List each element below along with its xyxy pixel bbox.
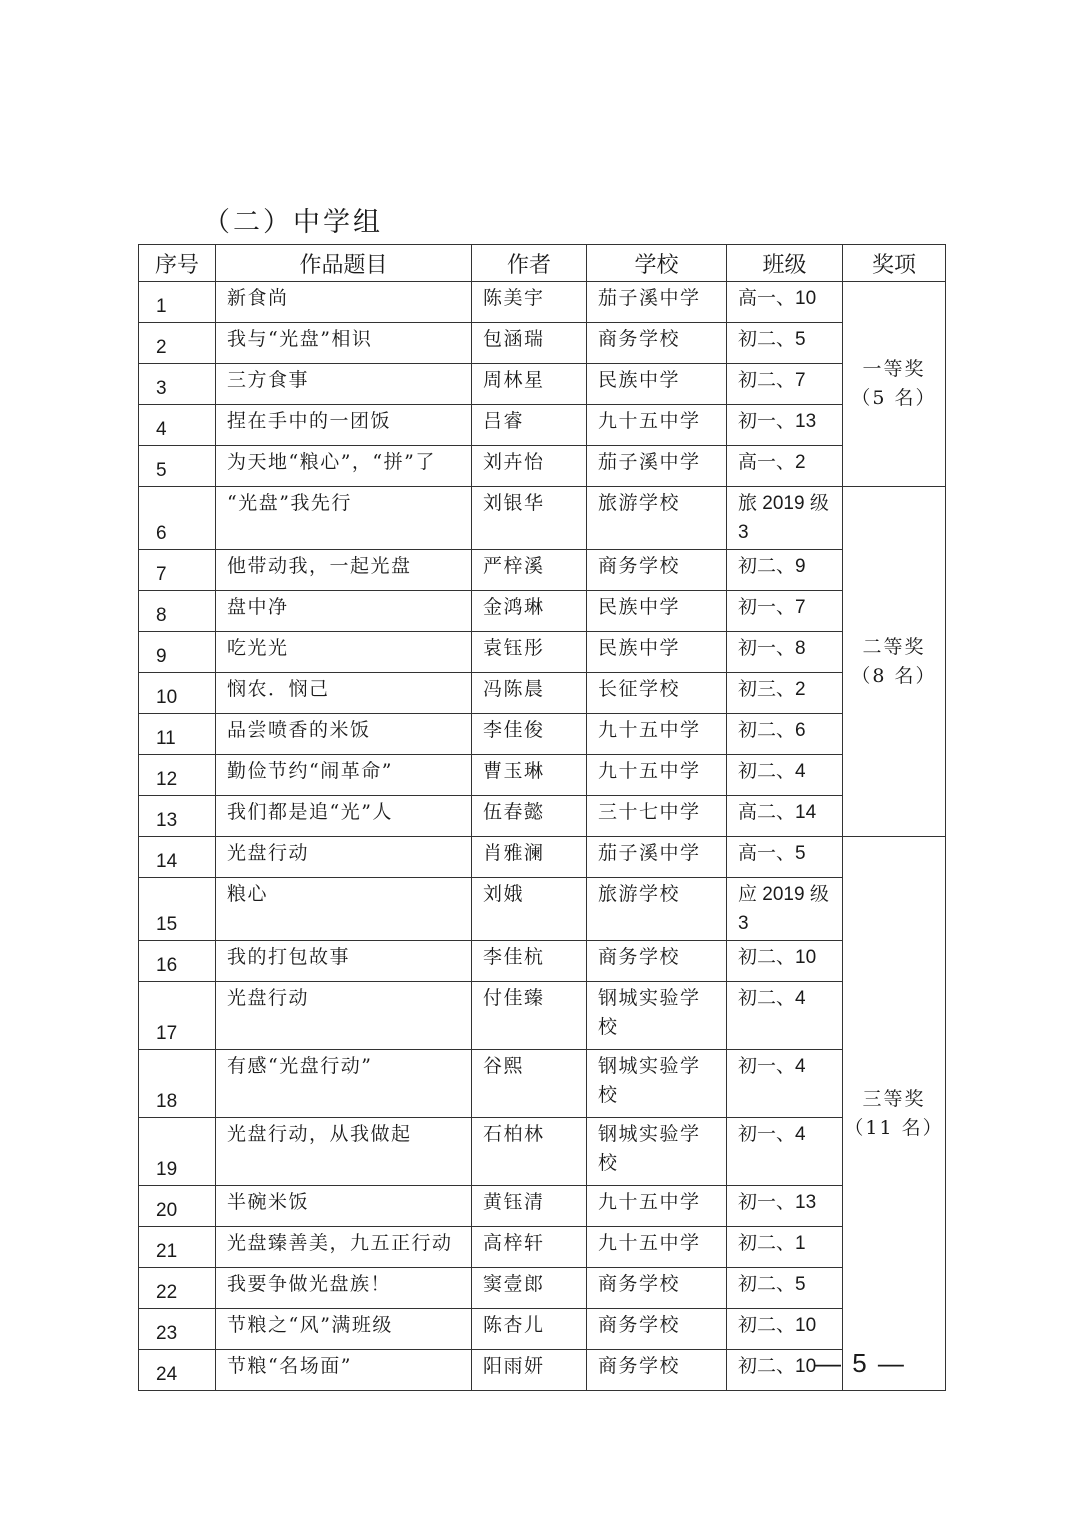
work-title: 他带动我，一起光盘: [216, 550, 472, 591]
school-name: 三十七中学: [587, 796, 727, 837]
class-name: 初一、8: [727, 632, 843, 673]
school-name: 九十五中学: [587, 1227, 727, 1268]
table-row: [139, 446, 946, 487]
row-number: 5: [139, 446, 216, 487]
header-award: 奖项: [843, 245, 946, 282]
table-row: [139, 405, 946, 446]
table-row: [139, 632, 946, 673]
class-name: 初二、9: [727, 550, 843, 591]
table-row: [139, 796, 946, 837]
author-name: 周林星: [472, 364, 587, 405]
header-no: 序号: [139, 245, 216, 282]
class-name: 应 2019 级 3: [727, 878, 843, 941]
author-name: 刘银华: [472, 487, 587, 550]
table-row: [139, 878, 946, 941]
work-title: 光盘行动: [216, 837, 472, 878]
school-name: 商务学校: [587, 1268, 727, 1309]
school-name: 商务学校: [587, 1309, 727, 1350]
class-name: 初二、10: [727, 1309, 843, 1350]
author-name: 刘卉怡: [472, 446, 587, 487]
author-name: 窦壹郎: [472, 1268, 587, 1309]
author-name: 高梓轩: [472, 1227, 587, 1268]
work-title: 光盘臻善美，九五正行动: [216, 1227, 472, 1268]
header-class: 班级: [727, 245, 843, 282]
row-number: 13: [139, 796, 216, 837]
table-row: [139, 941, 946, 982]
row-number: 7: [139, 550, 216, 591]
row-number: 21: [139, 1227, 216, 1268]
table-row: [139, 1227, 946, 1268]
table-header-row: [139, 245, 946, 282]
author-name: 刘娥: [472, 878, 587, 941]
class-name: 初一、13: [727, 1186, 843, 1227]
award-second: [843, 487, 946, 837]
class-name: 旅 2019 级 3: [727, 487, 843, 550]
header-title: 作品题目: [216, 245, 472, 282]
school-name: 旅游学校: [587, 487, 727, 550]
school-name: 长征学校: [587, 673, 727, 714]
author-name: 黄钰清: [472, 1186, 587, 1227]
header-author: 作者: [472, 245, 587, 282]
class-name: 初三、2: [727, 673, 843, 714]
table-row: [139, 364, 946, 405]
work-title: 三方食事: [216, 364, 472, 405]
school-name: 九十五中学: [587, 714, 727, 755]
row-number: 10: [139, 673, 216, 714]
row-number: 14: [139, 837, 216, 878]
table-row: [139, 591, 946, 632]
class-name: 初一、4: [727, 1050, 843, 1118]
work-title: 品尝喷香的米饭: [216, 714, 472, 755]
class-name: 初一、13: [727, 405, 843, 446]
author-name: 袁钰彤: [472, 632, 587, 673]
table-row: [139, 487, 946, 550]
table-row: [139, 323, 946, 364]
work-title: 有感“光盘行动”: [216, 1050, 472, 1118]
work-title: 新食尚: [216, 282, 472, 323]
table-row: [139, 1118, 946, 1186]
section-title: （二）中学组: [203, 207, 383, 238]
class-name: 初二、4: [727, 755, 843, 796]
work-title: 捏在手中的一团饭: [216, 405, 472, 446]
row-number: 22: [139, 1268, 216, 1309]
author-name: 金鸿琳: [472, 591, 587, 632]
school-name: 茄子溪中学: [587, 837, 727, 878]
class-name: 初二、1: [727, 1227, 843, 1268]
author-name: 阳雨妍: [472, 1350, 587, 1391]
awards-table: [138, 244, 946, 1391]
work-title: 我的打包故事: [216, 941, 472, 982]
table-row: [139, 673, 946, 714]
table-row: [139, 1309, 946, 1350]
school-name: 九十五中学: [587, 405, 727, 446]
class-name: 初一、4: [727, 1118, 843, 1186]
row-number: 8: [139, 591, 216, 632]
award-count: （5 名）: [851, 387, 937, 409]
author-name: 曹玉琳: [472, 755, 587, 796]
work-title: 粮心: [216, 878, 472, 941]
class-name: 初二、5: [727, 323, 843, 364]
table-row: [139, 1050, 946, 1118]
author-name: 冯陈晨: [472, 673, 587, 714]
work-title: 节粮“名场面”: [216, 1350, 472, 1391]
school-name: 茄子溪中学: [587, 446, 727, 487]
school-name: 九十五中学: [587, 1186, 727, 1227]
class-name: 初二、10: [727, 1350, 843, 1391]
author-name: 李佳俊: [472, 714, 587, 755]
row-number: 11: [139, 714, 216, 755]
row-number: 3: [139, 364, 216, 405]
school-name: 钢城实验学校: [587, 1050, 727, 1118]
work-title: “光盘”我先行: [216, 487, 472, 550]
row-number: 2: [139, 323, 216, 364]
author-name: 谷熙: [472, 1050, 587, 1118]
work-title: 盘中净: [216, 591, 472, 632]
table-row: [139, 755, 946, 796]
author-name: 陈杏儿: [472, 1309, 587, 1350]
class-name: 初二、4: [727, 982, 843, 1050]
table-row: [139, 714, 946, 755]
school-name: 九十五中学: [587, 755, 727, 796]
row-number: 20: [139, 1186, 216, 1227]
table-row: [139, 837, 946, 878]
table-row: [139, 282, 946, 323]
work-title: 我要争做光盘族！: [216, 1268, 472, 1309]
work-title: 光盘行动，从我做起: [216, 1118, 472, 1186]
row-number: 16: [139, 941, 216, 982]
row-number: 4: [139, 405, 216, 446]
school-name: 钢城实验学校: [587, 982, 727, 1050]
work-title: 光盘行动: [216, 982, 472, 1050]
class-name: 初二、5: [727, 1268, 843, 1309]
row-number: 12: [139, 755, 216, 796]
row-number: 23: [139, 1309, 216, 1350]
author-name: 付佳臻: [472, 982, 587, 1050]
row-number: 18: [139, 1050, 216, 1118]
class-name: 初二、10: [727, 941, 843, 982]
work-title: 我们都是追“光”人: [216, 796, 472, 837]
author-name: 陈美宇: [472, 282, 587, 323]
class-name: 高一、10: [727, 282, 843, 323]
author-name: 石柏林: [472, 1118, 587, 1186]
author-name: 严梓溪: [472, 550, 587, 591]
row-number: 6: [139, 487, 216, 550]
award-third: [843, 837, 946, 1391]
table-row: [139, 550, 946, 591]
author-name: 李佳杭: [472, 941, 587, 982]
award-name: 三等奖: [862, 1087, 926, 1110]
school-name: 民族中学: [587, 364, 727, 405]
award-count: （11 名）: [844, 1116, 944, 1139]
class-name: 高二、14: [727, 796, 843, 837]
award-name: 一等奖: [862, 358, 926, 380]
class-name: 高一、2: [727, 446, 843, 487]
page-number: — 5 —: [815, 1348, 906, 1378]
school-name: 商务学校: [587, 550, 727, 591]
school-name: 民族中学: [587, 591, 727, 632]
school-name: 茄子溪中学: [587, 282, 727, 323]
school-name: 钢城实验学校: [587, 1118, 727, 1186]
work-title: 勤俭节约“闹革命”: [216, 755, 472, 796]
row-number: 19: [139, 1118, 216, 1186]
class-name: 初二、7: [727, 364, 843, 405]
award-first: [843, 282, 946, 487]
work-title: 我与“光盘”相识: [216, 323, 472, 364]
award-name: 二等奖: [862, 635, 926, 658]
row-number: 9: [139, 632, 216, 673]
class-name: 初二、6: [727, 714, 843, 755]
school-name: 民族中学: [587, 632, 727, 673]
work-title: 节粮之“风”满班级: [216, 1309, 472, 1350]
header-school: 学校: [587, 245, 727, 282]
author-name: 肖雅澜: [472, 837, 587, 878]
row-number: 15: [139, 878, 216, 941]
work-title: 半碗米饭: [216, 1186, 472, 1227]
school-name: 商务学校: [587, 941, 727, 982]
work-title: 为天地“粮心”，“拼”了: [216, 446, 472, 487]
author-name: 吕睿: [472, 405, 587, 446]
author-name: 伍春懿: [472, 796, 587, 837]
table-row: [139, 1268, 946, 1309]
table-row: [139, 1186, 946, 1227]
school-name: 商务学校: [587, 1350, 727, 1391]
row-number: 17: [139, 982, 216, 1050]
work-title: 悯农．悯己: [216, 673, 472, 714]
award-count: （8 名）: [851, 664, 937, 687]
table-row: [139, 982, 946, 1050]
school-name: 旅游学校: [587, 878, 727, 941]
class-name: 高一、5: [727, 837, 843, 878]
work-title: 吃光光: [216, 632, 472, 673]
row-number: 24: [139, 1350, 216, 1391]
school-name: 商务学校: [587, 323, 727, 364]
row-number: 1: [139, 282, 216, 323]
author-name: 包涵瑞: [472, 323, 587, 364]
class-name: 初一、7: [727, 591, 843, 632]
